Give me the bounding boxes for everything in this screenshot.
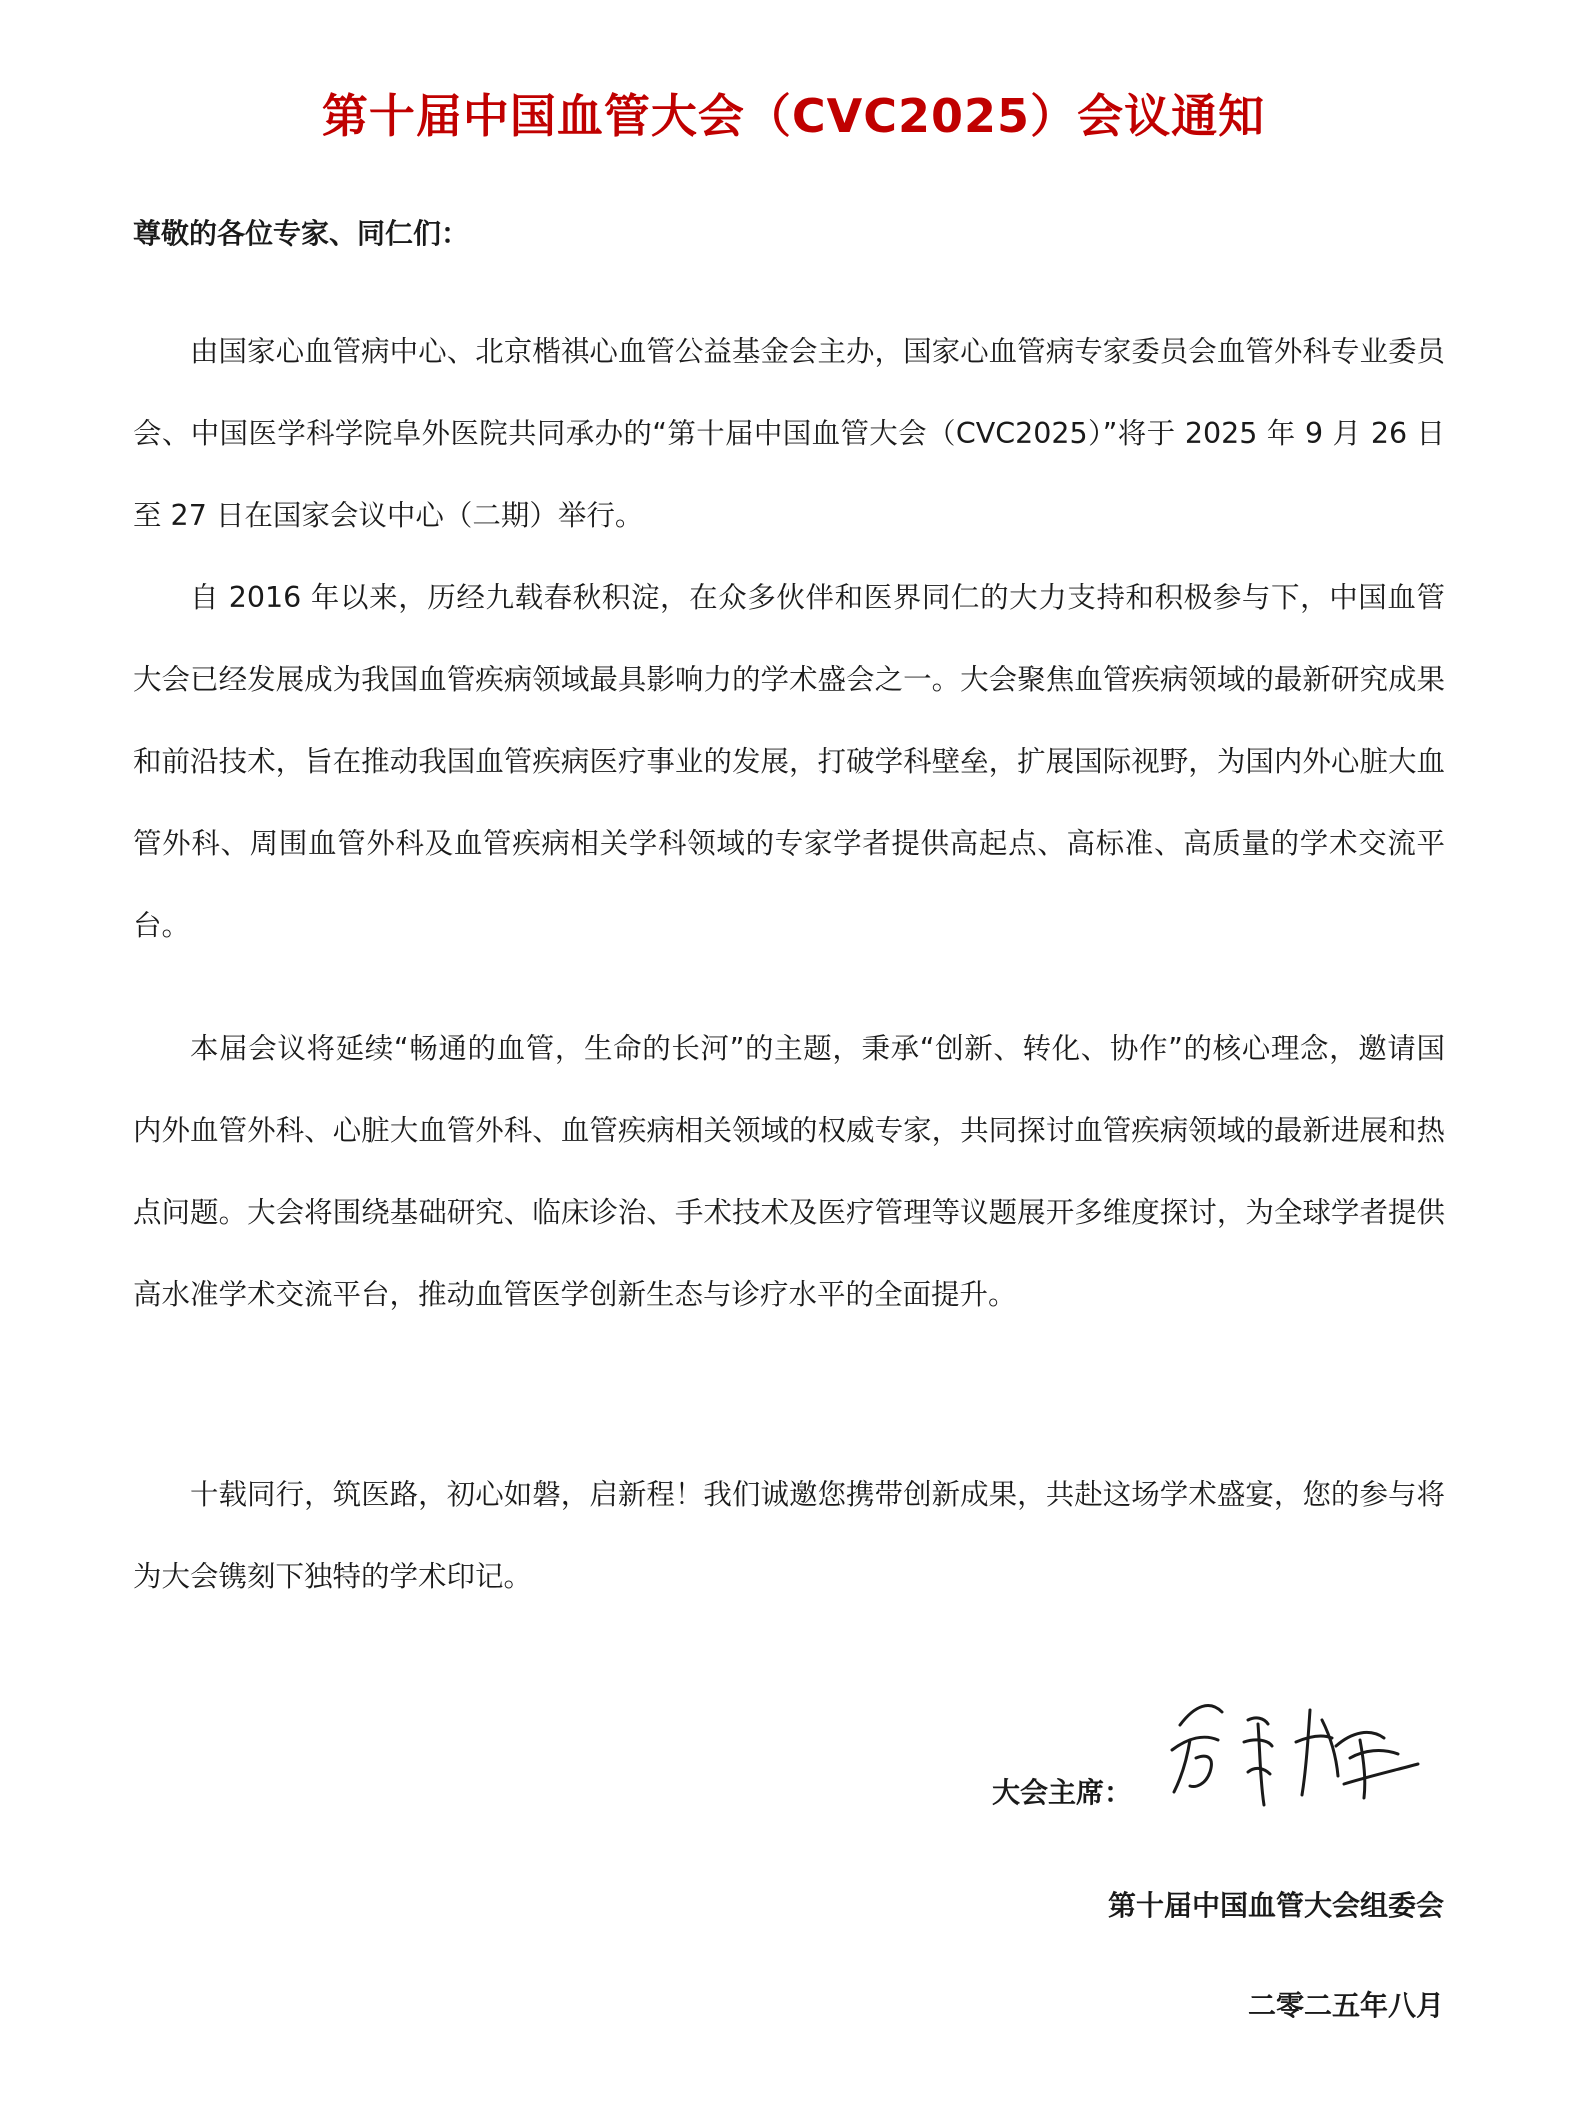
paragraph-history: 自 2016 年以来，历经九载春秋积淀，在众多伙伴和医界同仁的大力支持和积极参与下，中国血管大会已经发展成为我国血管疾病领域最具影响力的学术盛会之一。大会聚焦血管疾病领域的最新研究成果和前沿技术，旨在推动我国血管疾病医疗事业的发展，打破学科壁垒，扩展国际视野，为国内外心脏大血管外科、周围血管外科及血管疾病相关学科领域的专家学者提供高起点、高标准、高质量的学术交流平台。 xyxy=(133,581,1445,942)
paragraph-theme: 本届会议将延续“畅通的血管，生命的长河”的主题，秉承“创新、转化、协作”的核心理念，邀请国内外血管外科、心脏大血管外科、血管疾病相关领域的权威专家，共同探讨血管疾病领域的最新进展和热点问题。大会将围绕基础研究、临床诊治、手术技术及医疗管理等议题展开多维度探讨，为全球学者提供高水准学术交流平台，推动血管医学创新生态与诊疗水平的全面提升。 xyxy=(133,1032,1445,1311)
notice-title: 第十届中国血管大会（CVC2025）会议通知 xyxy=(321,89,1266,143)
issue-date: 二零二五年八月 xyxy=(1247,1989,1444,2022)
organizer-name: 第十届中国血管大会组委会 xyxy=(1107,1889,1444,1922)
chair-label: 大会主席： xyxy=(992,1776,1133,1809)
chair-signature-image xyxy=(1160,1680,1425,1820)
paragraph-invitation: 十载同行，筑医路，初心如磐，启新程！我们诚邀您携带创新成果，共赴这场学术盛宴，您的参与将为大会镌刻下独特的学术印记。 xyxy=(133,1478,1445,1593)
paragraph-host-info: 由国家心血管病中心、北京楷祺心血管公益基金会主办，国家心血管病专家委员会血管外科专业委员会、中国医学科学院阜外医院共同承办的“第十届中国血管大会（CVC2025）”将于 2025 年 9 月 26 日至 27 日在国家会议中心（二期）举行。 xyxy=(133,335,1445,532)
salutation: 尊敬的各位专家、同仁们： xyxy=(133,217,470,250)
